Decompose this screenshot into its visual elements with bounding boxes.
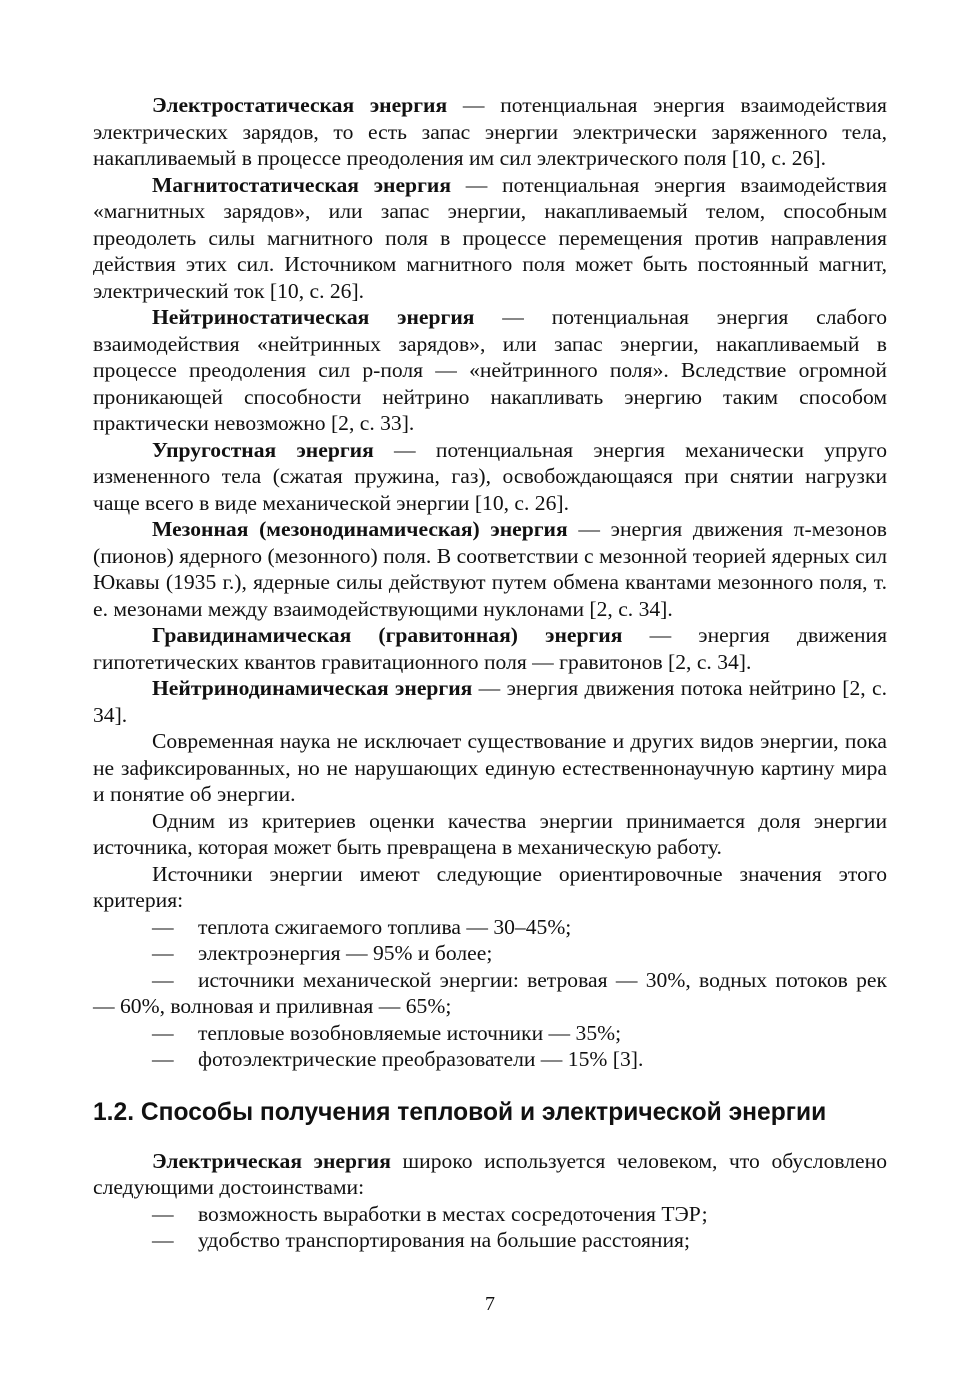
section-number: 1.2. xyxy=(93,1098,135,1126)
paragraph-modern-science: Современная наука не исключает существование и других видов энергии, пока не зафиксированных, но не нарушающих единую естественнонаучную картину мира и понятие об энергии. xyxy=(93,729,887,806)
page-number: 7 xyxy=(485,1293,495,1315)
term-neutrinostatic: Нейтриностатическая энергия xyxy=(152,305,475,329)
list-item: — удобство транспортирования на большие расстояния; xyxy=(152,1228,690,1252)
term-magnetostatic: Магнитостатическая энергия xyxy=(152,172,451,197)
term-elastic: Упругостная энергия xyxy=(152,437,374,462)
criteria-list xyxy=(93,914,887,1073)
dash-marker: — xyxy=(152,1047,174,1071)
term-meson: Мезонная (мезонодинамическая) энергия xyxy=(152,517,568,541)
dash-marker: — xyxy=(152,1020,174,1045)
list-item: — возможность выработки в местах сосредоточения ТЭР; xyxy=(152,1201,708,1226)
paragraph-meson: Мезонная (мезонодинамическая) энергия — энергия движения π-мезонов (пионов) ядерного (мезонного) поля. В соответствии с мезонной теорией ядерных сил Юкавы (1935 г.), ядерные силы действуют путем обмена квантами мезонного поля, т. е. мезонами между взаимодействующими нуклонами [2, с. 34]. xyxy=(93,517,887,621)
term-neutrinodynamic: Нейтринодинамическая энергия xyxy=(152,676,473,700)
paragraph-gravidynamic: Гравидинамическая (гравитонная) энергия — энергия движения гипотетических квантов гравитационного поля — гравитонов [2, с. 34]. xyxy=(93,623,888,674)
paragraph-quality-criterion: Одним из критериев оценки качества энергии принимается доля энергии источника, которая может быть превращена в механическую работу. xyxy=(93,808,887,859)
dash-marker: — xyxy=(152,914,174,939)
term-electric-energy: Электрическая энергия xyxy=(152,1148,391,1173)
paragraph-electric-energy: Электрическая энергия широко используется человеком, что обусловлено следующими достоинствами: xyxy=(93,1148,887,1199)
section-heading xyxy=(93,1098,887,1128)
term-electrostatic: Электростатическая энергия xyxy=(152,93,448,117)
page-content xyxy=(93,92,887,1254)
advantages-list xyxy=(93,1201,887,1254)
term-gravidynamic: Гравидинамическая (гравитонная) энергия xyxy=(152,623,623,647)
list-item: — источники механической энергии: ветровая — 30%, водных потоков рек — 60%, волновая и приливная — 65%; xyxy=(93,967,887,1018)
dash-marker: — xyxy=(152,1201,174,1226)
dash-marker: — xyxy=(152,967,174,992)
paragraph-electrostatic: Электростатическая энергия — потенциальная энергия взаимодействия электрических зарядов, то есть запас энергии электрически заряженного тела, накапливаемый в процессе преодоления им сил электрического поля [10, с. 26]. xyxy=(93,93,887,170)
list-item: — электроэнергия — 95% и более; xyxy=(152,941,493,965)
list-item: — тепловые возобновляемые источники — 35%; xyxy=(152,1020,622,1045)
dash-marker: — xyxy=(152,1228,174,1252)
dash-marker: — xyxy=(152,941,174,965)
paragraph-sources-intro: Источники энергии имеют следующие ориентировочные значения этого критерия: xyxy=(93,861,887,912)
section-title: Способы получения тепловой и электрической энергии xyxy=(140,1098,827,1126)
paragraph-elastic: Упругостная энергия — потенциальная энергия механически упруго измененного тела (сжатая пружина, газ), освобождающаяся при снятии нагрузки чаще всего в виде механической энергии [10, с. 26]. xyxy=(93,437,887,515)
list-item: — фотоэлектрические преобразователи — 15% [3]. xyxy=(152,1047,644,1071)
paragraph-neutrinostatic: Нейтриностатическая энергия — потенциальная энергия слабого взаимодействия «нейтринных зарядов», или запас энергии, накапливаемый в процессе преодоления сил p-поля — «нейтринного поля». Вследствие огромной проникающей способности нейтрино накапливать энергию таким способом практически невозможно [2, с. 33]. xyxy=(93,305,888,435)
list-item: — теплота сжигаемого топлива — 30–45%; xyxy=(152,914,572,939)
paragraph-magnetostatic: Магнитостатическая энергия — потенциальная энергия взаимодействия «магнитных зарядов», или запас энергии, накапливаемый телом, способным преодолеть силы магнитного поля в процессе перемещения против направления действия этих сил. Источником магнитного поля может быть постоянный магнит, электрический ток [10, с. 26]. xyxy=(93,172,887,303)
paragraph-neutrinodynamic: Нейтринодинамическая энергия — энергия движения потока нейтрино [2, с. 34]. xyxy=(93,676,887,727)
